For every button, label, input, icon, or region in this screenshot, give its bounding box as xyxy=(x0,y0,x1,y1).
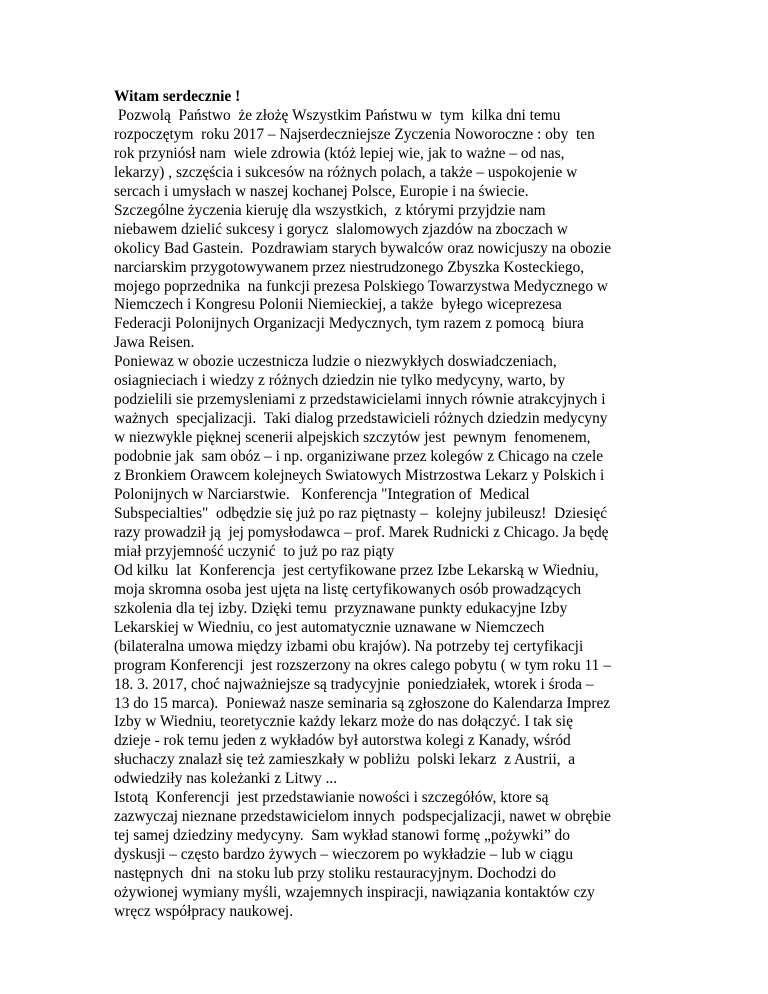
text-line: Lekarskiej w Wiedniu, co jest automatycznie uznawane w Niemczech xyxy=(114,618,545,636)
text-line: Jawa Reisen. xyxy=(114,334,195,352)
paragraph-4 xyxy=(114,789,674,922)
text-line: podobnie jak sam obóz – i np. organiziwane przez kolegów z Chicago na czele xyxy=(114,448,604,466)
paragraph-2 xyxy=(114,353,674,561)
text-line: Szczególne życzenia kieruję dla wszystkich, z którymi przyjdzie nam xyxy=(114,201,546,219)
text-line: w niezwykle pięknej scenerii alpejskich szczytów jest pewnym fenomenem, xyxy=(114,429,591,447)
text-line: Niemczech i Kongresu Polonii Niemieckiej, a także byłego wiceprezesa xyxy=(114,296,562,314)
text-line: lekarzy) , szczęścia i sukcesów na różnych polach, a także – uspokojenie w xyxy=(114,163,578,181)
text-line: rok przyniósł nam wiele zdrowia (któż lepiej wie, jak to ważne – od nas, xyxy=(114,144,565,162)
paragraph-3 xyxy=(114,562,674,789)
text-line: osiagnieciach i wiedzy z różnych dziedzin nie tylko medycyny, warto, by xyxy=(114,372,566,390)
text-line: niebawem dzielić sukcesy i gorycz slalomowych zjazdów na zboczach w xyxy=(114,220,568,238)
text-line: Subspecialties" odbędzie się już po raz piętnasty – kolejny jubileusz! Dziesięć xyxy=(114,504,608,522)
text-line: mojego poprzednika na funkcji prezesa Polskiego Towarzystwa Medycznego w xyxy=(114,277,608,295)
text-line: Od kilku lat Konferencja jest certyfikowane przez Izbe Lekarską w Wiedniu, xyxy=(114,561,599,579)
document-body xyxy=(114,107,674,922)
document-page xyxy=(114,88,674,922)
text-line: razy prowadził ją jej pomysłodawca – prof. Marek Rudnicki z Chicago. Ja będę xyxy=(114,523,609,541)
text-line: program Konferencji jest rozszerzony na okres calego pobytu ( w tym roku 11 – xyxy=(114,656,611,674)
paragraph-1 xyxy=(114,107,674,353)
text-line: rozpoczętym roku 2017 – Najserdeczniejsze Zyczenia Noworoczne : oby ten xyxy=(114,125,595,143)
text-line: sercach i umysłach w naszej kochanej Polsce, Europie i na świecie. xyxy=(114,182,529,200)
text-line: słuchaczy znalazł się też zamieszkały w pobliżu polski lekarz z Austrii, a xyxy=(114,751,576,769)
document-heading: Witam serdecznie ! xyxy=(114,88,241,105)
text-line: dzieje - rok temu jeden z wykładów był autorstwa kolegi z Kanady, wśród xyxy=(114,732,571,750)
text-line: (bilateralna umowa między izbami obu krajów). Na potrzeby tej certyfikacji xyxy=(114,637,584,655)
text-line: moja skromna osoba jest ujęta na listę certyfikowanych osób prowadzących xyxy=(114,580,582,598)
text-line: Istotą Konferencji jest przedstawianie nowości i szczegółów, ktore są xyxy=(114,789,549,807)
text-line: okolicy Bad Gastein. Pozdrawiam starych bywalców oraz nowicjuszy na obozie xyxy=(114,239,612,257)
text-line: odwiedziły nas koleżanki z Litwy ... xyxy=(114,770,338,788)
text-line: następnych dni na stoku lub przy stoliku restauracyjnym. Dochodzi do xyxy=(114,865,556,883)
text-line: ożywionej wymiany myśli, wzajemnych inspiracji, nawiązania kontaktów czy xyxy=(114,884,595,902)
text-line: 18. 3. 2017, choć najważniejsze są tradycyjnie poniedziałek, wtorek i środa – xyxy=(114,675,594,693)
text-line: wręcz współpracy naukowej. xyxy=(114,902,294,920)
text-line: miał przyjemność uczynić to już po raz piąty xyxy=(114,542,395,560)
text-line: tej samej dziedziny medycyny. Sam wykład stanowi formę „pożywki” do xyxy=(114,827,570,845)
text-line: ważnych specjalizacji. Taki dialog przedstawicieli różnych dziedzin medycyny xyxy=(114,410,608,428)
text-line: Poniewaz w obozie uczestnicza ludzie o niezwykłych doswiadczeniach, xyxy=(114,353,557,371)
text-line: Pozwolą Państwo że złożę Wszystkim Państwu w tym kilka dni temu xyxy=(114,106,561,124)
text-line: Federacji Polonijnych Organizacji Medycznych, tym razem z pomocą biura xyxy=(114,315,584,333)
text-line: z Bronkiem Orawcem kolejneych Swiatowych Mistrzostwa Lekarz y Polskich i xyxy=(114,467,605,485)
text-line: szkolenia dla tej izby. Dzięki temu przyznawane punkty edukacyjne Izby xyxy=(114,599,568,617)
text-line: dyskusji – często bardzo żywych – wieczorem po wykładzie – lub w ciągu xyxy=(114,846,574,864)
text-line: 13 do 15 marca). Ponieważ nasze seminaria są zgłoszone do Kalendarza Imprez xyxy=(114,694,611,712)
text-line: Izby w Wiedniu, teoretycznie każdy lekarz może do nas dołączyć. I tak się xyxy=(114,713,573,731)
text-line: narciarskim przygotowywanem przez niestrudzonego Zbyszka Kosteckiego, xyxy=(114,258,585,276)
text-line: podzielili sie przemysleniami z przedstawicielami innych równie atrakcyjnych i xyxy=(114,391,606,409)
text-line: Polonijnych w Narciarstwie. Konferencja "Integration of Medical xyxy=(114,486,530,504)
text-line: zazwyczaj nieznane przedstawicielom innych podspecjalizacji, nawet w obrębie xyxy=(114,808,611,826)
